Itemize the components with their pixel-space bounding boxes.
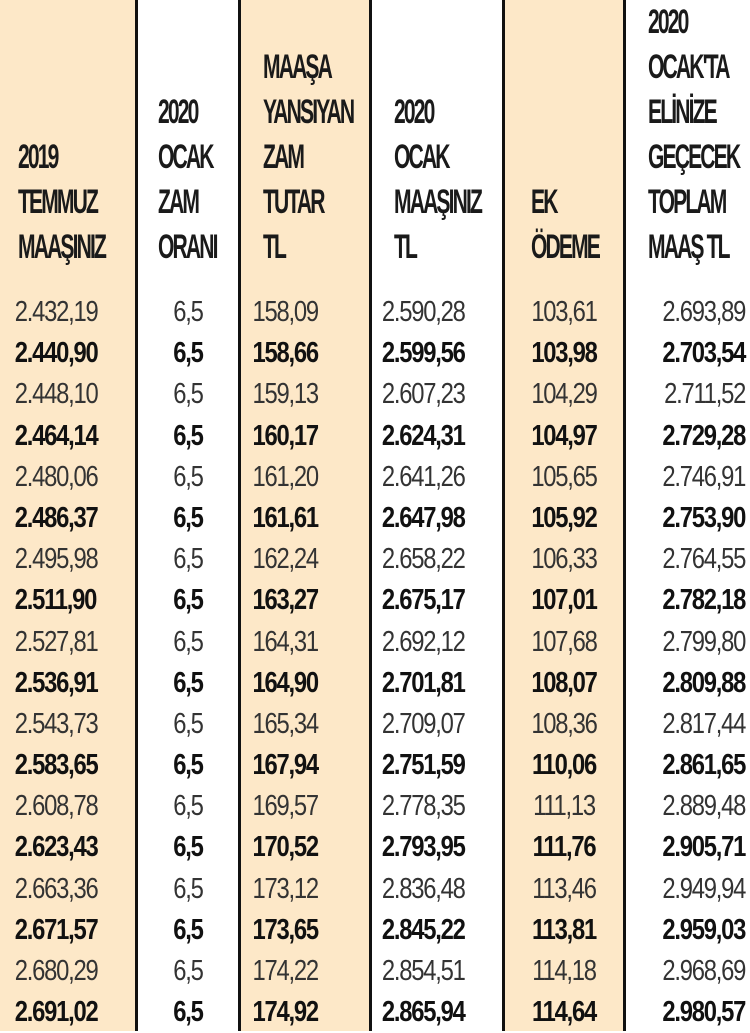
table-cell: 2.691,02 bbox=[14, 996, 98, 1029]
table-cell: 174,22 bbox=[252, 955, 318, 987]
column-header bbox=[372, 0, 502, 280]
table-cell: 2.854,51 bbox=[381, 955, 465, 987]
column-header bbox=[241, 0, 369, 280]
header-line: MAAŞA bbox=[263, 48, 331, 86]
header-line: 2019 bbox=[18, 138, 58, 176]
column-header bbox=[626, 0, 750, 280]
header-line: OCAK'TA bbox=[648, 48, 729, 86]
table-cell: 2.658,22 bbox=[381, 543, 465, 576]
table-cell: 2.590,28 bbox=[381, 296, 465, 328]
table-cell: 2.511,90 bbox=[14, 584, 97, 617]
table-cell: 169,57 bbox=[252, 790, 318, 823]
table-cell: 2.949,94 bbox=[662, 872, 746, 905]
table-cell: 6,5 bbox=[173, 666, 203, 699]
table-cell: 167,94 bbox=[252, 749, 318, 782]
table-cell: 2.809,88 bbox=[662, 666, 746, 699]
header-line: MAAŞ TL bbox=[648, 228, 729, 266]
table-cell: 2.608,78 bbox=[14, 790, 98, 823]
table-cell: 107,01 bbox=[531, 584, 597, 617]
table-cell: 2.836,48 bbox=[381, 872, 465, 905]
table-cell: 2.793,95 bbox=[381, 831, 465, 864]
table-cell: 6,5 bbox=[173, 831, 203, 864]
table-cell: 173,65 bbox=[252, 913, 318, 946]
table-cell: 104,97 bbox=[531, 419, 597, 452]
header-line: ZAM bbox=[158, 183, 199, 221]
table-cell: 2.861,65 bbox=[662, 749, 746, 782]
table-cell: 6,5 bbox=[173, 749, 203, 782]
column-cells bbox=[505, 280, 623, 1033]
table-cell: 6,5 bbox=[173, 296, 203, 328]
table-cell: 6,5 bbox=[173, 378, 203, 411]
table-cell: 114,18 bbox=[532, 955, 596, 987]
table-cell: 2.536,91 bbox=[14, 666, 98, 699]
table-cell: 6,5 bbox=[173, 584, 203, 617]
table-cell: 6,5 bbox=[173, 996, 203, 1029]
table-cell: 158,66 bbox=[252, 337, 318, 370]
table-cell: 2.680,29 bbox=[14, 955, 98, 987]
table-cell: 161,61 bbox=[252, 501, 318, 534]
table-cell: 2.464,14 bbox=[14, 419, 98, 452]
column-cells bbox=[626, 280, 750, 1033]
table-cell: 6,5 bbox=[173, 872, 203, 905]
table-cell: 2.980,57 bbox=[662, 996, 746, 1029]
table-cell: 105,65 bbox=[531, 460, 597, 493]
table-cell: 2.527,81 bbox=[14, 625, 98, 658]
column-2019-temmuz-maas bbox=[0, 0, 138, 1031]
header-line: TL bbox=[263, 228, 286, 266]
header-line: MAAŞINIZ bbox=[18, 228, 106, 266]
header-line: ÖDEME bbox=[531, 228, 600, 266]
table-cell: 2.693,89 bbox=[662, 296, 746, 328]
header-line: OCAK bbox=[158, 138, 213, 176]
table-cell: 111,76 bbox=[532, 831, 596, 864]
table-cell: 2.448,10 bbox=[14, 378, 98, 411]
table-cell: 111,13 bbox=[533, 790, 595, 823]
table-cell: 161,20 bbox=[252, 460, 318, 493]
table-cell: 2.782,18 bbox=[662, 584, 746, 617]
table-cell: 2.641,26 bbox=[381, 460, 465, 493]
column-header bbox=[138, 0, 238, 280]
table-cell: 2.799,80 bbox=[662, 625, 746, 658]
header-line: GEÇECEK bbox=[648, 138, 740, 176]
table-cell: 158,09 bbox=[252, 296, 318, 328]
column-ek-odeme bbox=[505, 0, 626, 1031]
header-line: MAAŞINIZ bbox=[394, 183, 482, 221]
table-cell: 2.703,54 bbox=[662, 337, 746, 370]
table-cell: 2.432,19 bbox=[14, 296, 98, 328]
header-line: OCAK bbox=[394, 138, 449, 176]
table-cell: 174,92 bbox=[252, 996, 318, 1029]
table-cell: 2.709,07 bbox=[381, 707, 465, 740]
table-cell: 104,29 bbox=[531, 378, 597, 411]
table-cell: 2.845,22 bbox=[381, 913, 465, 946]
column-header bbox=[505, 0, 623, 280]
table-cell: 2.889,48 bbox=[662, 790, 746, 823]
table-cell: 6,5 bbox=[173, 337, 203, 370]
table-cell: 2.495,98 bbox=[14, 543, 98, 576]
table-cell: 2.729,28 bbox=[662, 419, 746, 452]
table-cell: 163,27 bbox=[252, 584, 318, 617]
table-cell: 2.701,81 bbox=[381, 666, 465, 699]
table-cell: 2.675,17 bbox=[381, 584, 465, 617]
column-header bbox=[0, 0, 135, 280]
table-cell: 2.607,23 bbox=[381, 378, 465, 411]
table-cell: 2.865,94 bbox=[381, 996, 465, 1029]
column-cells bbox=[372, 280, 502, 1033]
table-cell: 2.753,90 bbox=[662, 501, 746, 534]
table-cell: 107,68 bbox=[531, 625, 597, 658]
column-cells bbox=[0, 280, 135, 1033]
header-line: YANSIYAN bbox=[263, 93, 354, 131]
table-cell: 103,61 bbox=[531, 296, 597, 328]
table-cell: 162,24 bbox=[252, 543, 318, 576]
table-cell: 110,06 bbox=[531, 749, 597, 782]
table-cell: 164,90 bbox=[252, 666, 318, 699]
table-cell: 2.778,35 bbox=[381, 790, 465, 823]
table-cell: 105,92 bbox=[531, 501, 597, 534]
table-cell: 6,5 bbox=[173, 501, 203, 534]
table-cell: 2.746,91 bbox=[662, 460, 746, 493]
header-line: ZAM bbox=[263, 138, 304, 176]
table-cell: 2.959,03 bbox=[662, 913, 746, 946]
header-line: 2020 bbox=[394, 93, 434, 131]
header-line: EK bbox=[531, 183, 557, 221]
table-cell: 6,5 bbox=[173, 419, 203, 452]
table-cell: 113,46 bbox=[532, 872, 596, 905]
table-cell: 108,07 bbox=[531, 666, 597, 699]
table-cell: 6,5 bbox=[173, 625, 203, 658]
table-cell: 113,81 bbox=[531, 913, 597, 946]
header-line: 2020 bbox=[648, 3, 688, 41]
table-cell: 2.599,56 bbox=[381, 337, 465, 370]
column-toplam-maas bbox=[626, 0, 750, 1031]
table-cell: 2.751,59 bbox=[381, 749, 465, 782]
column-cells bbox=[241, 280, 369, 1033]
table-cell: 160,17 bbox=[252, 419, 318, 452]
table-cell: 6,5 bbox=[173, 543, 203, 576]
header-line: ORANI bbox=[158, 228, 217, 266]
table-cell: 2.663,36 bbox=[14, 872, 98, 905]
header-line: TUTAR bbox=[263, 183, 324, 221]
table-cell: 114,64 bbox=[531, 996, 597, 1029]
table-cell: 2.440,90 bbox=[14, 337, 98, 370]
header-line: TOPLAM bbox=[648, 183, 726, 221]
table-cell: 6,5 bbox=[173, 460, 203, 493]
table-cell: 2.905,71 bbox=[662, 831, 746, 864]
table-cell: 2.583,65 bbox=[14, 749, 98, 782]
column-maasa-yansiyan-zam bbox=[241, 0, 372, 1031]
table-cell: 173,12 bbox=[252, 872, 318, 905]
table-cell: 170,52 bbox=[252, 831, 318, 864]
table-cell: 165,34 bbox=[252, 707, 318, 740]
header-line: TEMMUZ bbox=[18, 183, 98, 221]
table-cell: 164,31 bbox=[252, 625, 318, 658]
table-cell: 6,5 bbox=[173, 955, 203, 987]
table-cell: 2.486,37 bbox=[14, 501, 98, 534]
column-cells bbox=[138, 280, 238, 1033]
column-2020-ocak-zam-orani bbox=[138, 0, 241, 1031]
table-cell: 2.623,43 bbox=[14, 831, 98, 864]
table-cell: 2.817,44 bbox=[662, 707, 746, 740]
table-cell: 6,5 bbox=[173, 913, 203, 946]
table-cell: 159,13 bbox=[252, 378, 318, 411]
table-cell: 2.968,69 bbox=[662, 955, 746, 987]
table-cell: 6,5 bbox=[173, 790, 203, 823]
table-cell: 2.480,06 bbox=[14, 460, 98, 493]
table-cell: 108,36 bbox=[531, 707, 597, 740]
table-cell: 2.543,73 bbox=[14, 707, 98, 740]
column-2020-ocak-maas bbox=[372, 0, 505, 1031]
table-cell: 2.624,31 bbox=[381, 419, 465, 452]
header-line: 2020 bbox=[158, 93, 198, 131]
table-cell: 2.764,55 bbox=[662, 543, 746, 576]
table-cell: 103,98 bbox=[531, 337, 597, 370]
table-cell: 2.671,57 bbox=[14, 913, 98, 946]
header-line: TL bbox=[394, 228, 417, 266]
table-cell: 6,5 bbox=[173, 707, 203, 740]
table-cell: 2.711,52 bbox=[664, 378, 746, 411]
header-line: ELİNİZE bbox=[648, 93, 716, 131]
table-cell: 106,33 bbox=[531, 543, 597, 576]
table-cell: 2.647,98 bbox=[381, 501, 465, 534]
table-cell: 2.692,12 bbox=[381, 625, 465, 658]
